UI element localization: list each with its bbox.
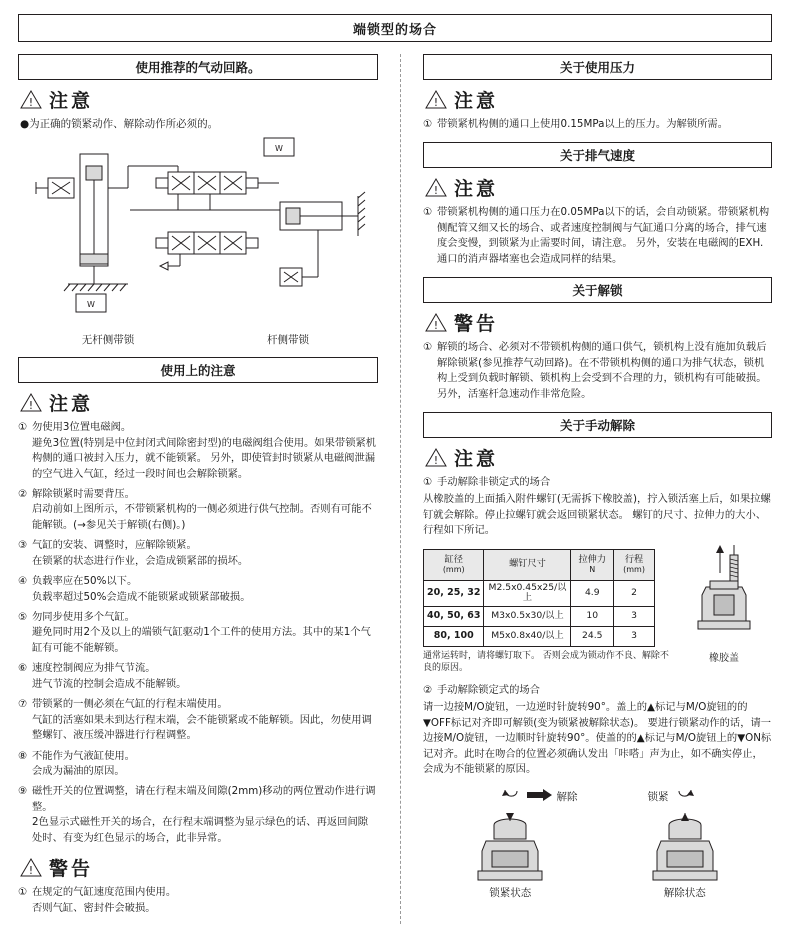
lock-unlock-figures	[423, 786, 772, 900]
warning-triangle-icon	[20, 393, 42, 412]
page-title-text: 端锁型的场合	[352, 22, 437, 38]
section-header-text: 使用推荐的气动回路。	[135, 60, 261, 75]
circuit-labels	[18, 332, 378, 347]
caution-label-2: 注意	[49, 393, 94, 416]
section-header-text-manual: 关于手动解除	[559, 417, 635, 433]
lock-unlock-captions	[423, 885, 772, 900]
th-screw: 螺钉尺寸	[484, 549, 571, 580]
warning-label-unlock: 警告	[454, 313, 499, 336]
manual-item2-body: 请一边接M/O旋钮，一边逆时针旋转90°。盖上的▲标记与M/O旋钮的的▼OFF标记对齐即可解锁(变为锁紧被解除状态)。 要进行锁紧动作的话，请一边接M/O旋钮，一边顺时针旋转90°。使盖的的▲标记与M/O旋钮上的▼ON标记对齐。此时在吻合的位置必须确认发出「咔嗒」声为止，如不确实停止，会成为不能锁紧的原因。	[423, 701, 772, 776]
caution-label-manual: 注意	[454, 447, 499, 470]
two-column-layout	[18, 54, 772, 924]
section-header-text-2: 使用上的注意	[160, 363, 236, 379]
lock-text: 锁紧	[647, 790, 669, 803]
table-row: 20, 25, 32 M2.5x0.45x25/以上 4.9 2	[424, 580, 655, 606]
left-column	[18, 54, 390, 924]
caution-label-pressure: 注意	[454, 90, 499, 112]
caution-heading-manual	[425, 444, 772, 471]
lock-unlock-images	[423, 809, 772, 883]
circuit-label-left: 无杆侧带锁	[81, 334, 135, 347]
svg-text:W: W	[275, 144, 283, 154]
svg-text:!: !	[28, 864, 34, 878]
warning-heading-unlock	[425, 309, 772, 336]
table-row: 40, 50, 63 M3x0.5x30/以上 10 3	[424, 606, 655, 626]
pressure-note: ① 带锁紧机构侧的通口上使用0.15MPa以上的压力。为解锁所需。	[423, 118, 728, 130]
list-item: ① 在规定的气缸速度范围内使用。 否则气缸、密封件会破损。	[18, 886, 177, 914]
list-item: ⑤ 勿同步使用多个气缸。 避免同时用2个及以上的端锁气缸驱动1个工件的使用方法。其中的某1个气缸有可能不能解锁。	[18, 611, 371, 654]
warning-heading-left	[20, 854, 378, 881]
manual-item1: ① 手动解除非锁定式的场合	[423, 475, 551, 488]
svg-text:W: W	[87, 300, 95, 310]
section-header-recommended-circuit	[18, 54, 378, 80]
caption-lock-state: 锁紧状态	[489, 886, 532, 899]
svg-text:!: !	[433, 184, 439, 198]
warning-triangle-icon	[425, 448, 447, 467]
warning-triangle-icon	[20, 858, 42, 877]
pneumatic-circuit-diagram	[18, 136, 378, 330]
lock-unlock-arrows	[423, 786, 772, 807]
th-stroke: 行程 (mm)	[614, 549, 655, 580]
warning-triangle-icon	[425, 313, 447, 332]
caption-unlock-state: 解除状态	[663, 886, 706, 899]
section1-note: ●为正确的锁紧动作、解除动作所必须的。	[20, 118, 219, 130]
th-force: 拉伸力 N	[571, 549, 614, 580]
exhaust-note: ① 带锁紧机构侧的通口压力在0.05MPa以下的话，会自动锁紧。带锁紧机构侧配管又细又长的场合、或者速度控制阀与气缸通口分离的场合，排气速度会变慢，到锁紧为止需要时间，请注意。 另外，安装在电磁阀的EXH.通口的消声器堵塞也会造成同样的结果。	[423, 206, 770, 265]
caution-heading-pressure	[425, 86, 772, 113]
table-row: 80, 100 M5x0.8x40/以上 24.5 3	[424, 626, 655, 646]
section-header-text-exhaust: 关于排气速度	[559, 148, 635, 164]
list-item: ① 勿使用3位置电磁阀。 避免3位置(特别是中位封闭式间除密封型)的电磁阀组合使用。如果带锁紧机构侧的通口被封入压力，就不能锁紧。 另外，即使管封时锁紧从电磁阀泄漏的空气进入气缸，经过一段时间也会解除锁紧。	[18, 421, 377, 480]
screw-spec-table	[423, 549, 655, 647]
svg-text:!: !	[28, 96, 34, 109]
unlock-state-figure	[631, 809, 739, 883]
warning-list-left	[18, 885, 378, 916]
list-item: ④ 负载率应在50%以下。 负载率超过50%会造成不能锁紧或锁紧部破损。	[18, 575, 251, 603]
section-header-unlock	[423, 277, 772, 303]
caution-heading-1	[20, 86, 378, 113]
warning-label: 警告	[49, 858, 94, 881]
svg-text:!: !	[433, 319, 439, 333]
table-header-row	[424, 549, 655, 580]
warning-triangle-icon	[20, 90, 42, 109]
rubber-cap-label: 橡胶盖	[709, 652, 739, 664]
right-column	[411, 54, 772, 924]
table-note: 通常运转时，请将螺钉取下。 否则会成为锁动作不良、解除不良的原因。	[423, 650, 669, 674]
svg-text:!: !	[28, 399, 34, 413]
manual-item2: ② 手动解除锁定式的场合	[423, 684, 540, 697]
rotate-cw-icon	[673, 786, 695, 807]
svg-text:!: !	[433, 453, 439, 467]
th-bore: 缸径 (mm)	[424, 549, 484, 580]
caution-label-exhaust: 注意	[454, 178, 499, 201]
unlock-note: ① 解锁的场合、必须对不带锁机构侧的通口供气，锁机构上没有施加负载后解除锁紧(参见推荐气动回路)。在不带锁机构侧的通口为排气状态，锁机构上受到负载时解锁、锁机构上会受到不合理的力，锁机构有可能破损。 另外，活塞杆急速动作非常危险。	[423, 341, 767, 400]
list-item: ⑧ 不能作为气液缸使用。 会成为漏油的原因。	[18, 749, 135, 777]
list-item: ⑥ 速度控制阀应为排气节流。 进气节流的控制会造成不能解锁。	[18, 662, 187, 690]
section-header-text-pressure: 关于使用压力	[559, 60, 635, 75]
caution-label: 注意	[49, 90, 94, 112]
warning-triangle-icon	[425, 90, 447, 109]
arrow-right-icon	[527, 789, 553, 804]
section-header-text-unlock: 关于解锁	[572, 283, 623, 299]
caution-heading-2	[20, 389, 378, 416]
section-header-usage-notes	[18, 357, 378, 383]
svg-text:!: !	[433, 96, 439, 109]
rubber-cap-figure	[676, 543, 772, 664]
column-divider	[400, 54, 401, 924]
screw-spec-row	[423, 543, 772, 675]
list-item: ⑦ 带锁紧的一侧必须在气缸的行程末端使用。 气缸的活塞如果未到达行程末端，会不能锁紧或不能解锁。因此，勿使用调整螺钉、液压缓冲器进行行程调整。	[18, 698, 372, 742]
caution-heading-exhaust	[425, 174, 772, 201]
manual-item1-body: 从橡胶盖的上面插入附件螺钉(无需拆下橡胶盖)，拧入锁活塞上后，如果拉螺钉就会解除。停止拉螺钉就会返回锁紧状态。 螺钉的尺寸、拉伸力的大小、行程如下所记。	[423, 493, 771, 537]
lock-state-figure	[456, 809, 564, 883]
section-header-exhaust	[423, 142, 772, 168]
unlock-text: 解除	[556, 790, 578, 803]
list-item: ② 解除锁紧时需要背压。 启动前如上图所示，不带锁紧机构的一侧必须进行供气控制。否则有可能不能解锁。(→参见关于解锁(右侧)。)	[18, 487, 372, 531]
section-header-manual-release	[423, 412, 772, 438]
circuit-label-right: 杆侧带锁	[267, 334, 309, 347]
list-item: ⑨ 磁性开关的位置调整，请在行程末端及间隙(2mm)移动的两位置动作进行调整。 2色显示式磁性开关的场合，在行程末端调整为显示绿色的话、再返回间隙处时、有变为红色显示的场合，此非异常。	[18, 785, 376, 844]
rotate-ccw-icon	[501, 786, 523, 807]
page-title	[18, 14, 772, 42]
warning-triangle-icon	[425, 178, 447, 197]
section-header-pressure	[423, 54, 772, 80]
list-item: ③ 气缸的安装、调整时，应解除锁紧。 在锁紧的状态进行作业，会造成锁紧部的损坏。	[18, 539, 249, 567]
usage-notes-list	[18, 420, 378, 846]
